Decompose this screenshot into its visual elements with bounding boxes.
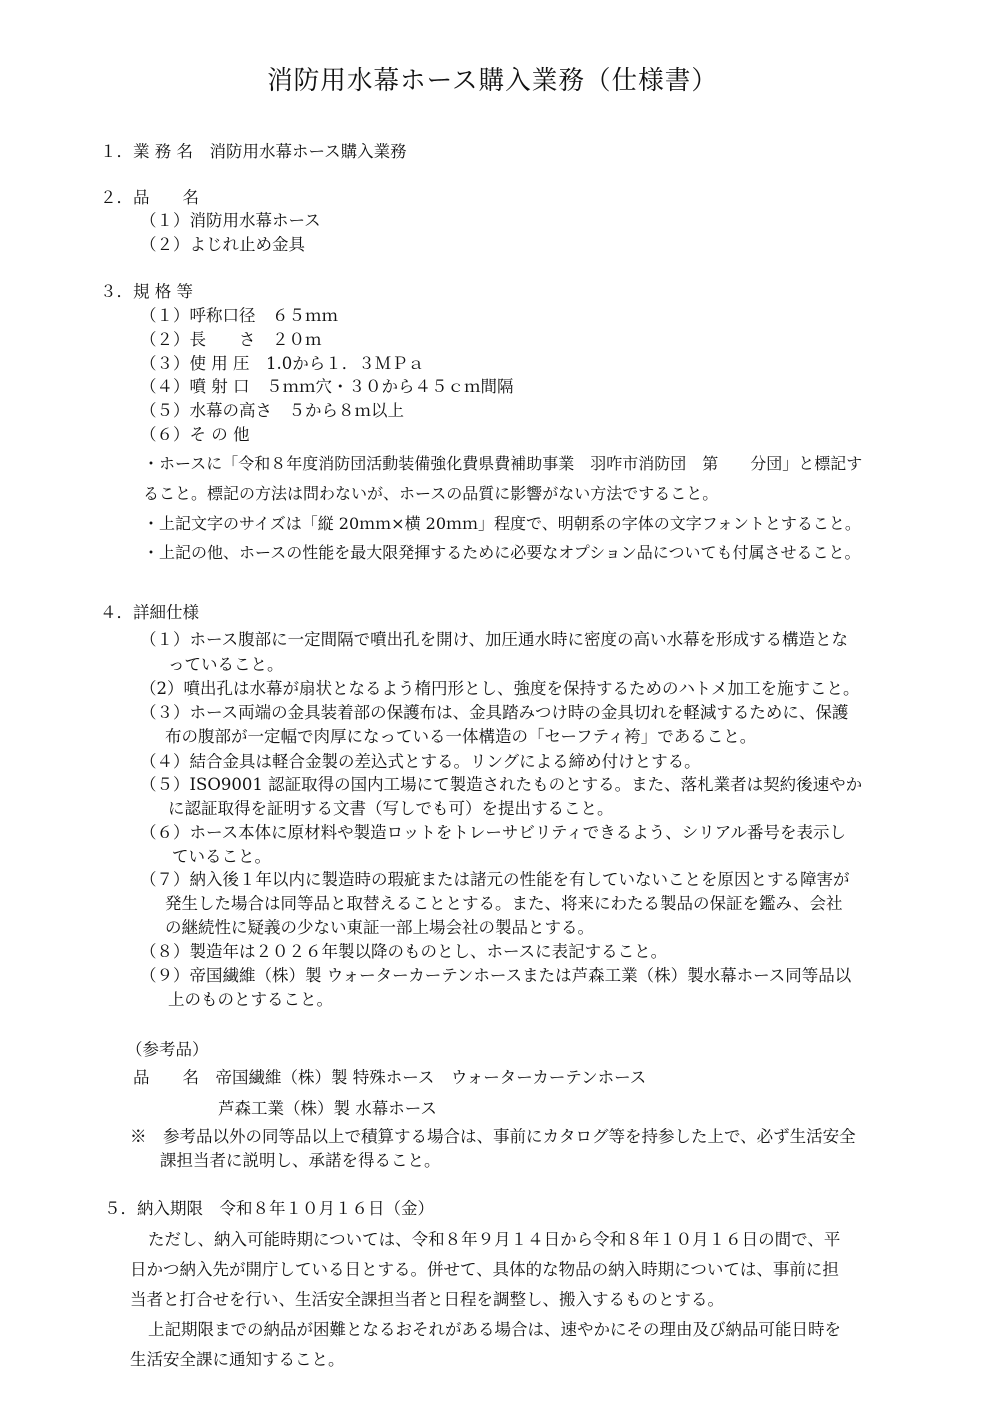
section-2-item: （１）消防用水幕ホース (140, 211, 321, 230)
section-3-item: （４）噴 射 口 ５ｍｍ穴・３０から４５ｃｍ間隔 (140, 377, 514, 396)
section-3-heading: ３．規 格 等 (100, 282, 193, 301)
document-title: 消防用水幕ホース購入業務（仕様書） (267, 66, 718, 96)
section-4-line: に認証取得を証明する文書（写しでも可）を提出すること。 (168, 799, 614, 818)
section-3-item: （５）水幕の高さ ５から８ｍ以上 (140, 401, 404, 420)
reference-line: 芦森工業（株）製 水幕ホース (218, 1099, 437, 1118)
section-4-heading: ４．詳細仕様 (100, 603, 199, 622)
section-4-line: 発生した場合は同等品と取替えることとする。また、将来にわたる製品の保証を鑑み、会社 (165, 894, 843, 913)
section-4-line: 布の腹部が一定幅で肉厚になっている一体構造の「セーフティ袴」であること。 (165, 727, 757, 746)
section-4-line: （４）結合金具は軽合金製の差込式とする。リングによる締め付けとする。 (140, 752, 701, 771)
section-4-line: （１）ホース腹部に一定間隔で噴出孔を開け、加圧通水時に密度の高い水幕を形成する構造とな (140, 630, 849, 649)
section-3-bullet: ・ホースに「令和８年度消防団活動装備強化費県費補助事業 羽咋市消防団 第 分団」と標記す (143, 454, 863, 473)
section-5-line: 当者と打合せを行い、生活安全課担当者と日程を調整し、搬入するものとする。 (130, 1290, 724, 1309)
section-4-line: 上のものとすること。 (168, 990, 333, 1009)
reference-line: 品 名 帝国繊維（株）製 特殊ホース ウォーターカーテンホース (133, 1068, 647, 1087)
section-4-line: の継続性に疑義の少ない東証一部上場会社の製品とする。 (165, 918, 594, 937)
section-4-line: （３）ホース両端の金具装着部の保護布は、金具踏みつけ時の金具切れを軽減するために、保護 (140, 703, 849, 722)
section-5-line: ただし、納入可能時期については、令和８年９月１４日から令和８年１０月１６日の間で、平 (148, 1230, 841, 1249)
section-4-line: （７）納入後１年以内に製造時の瑕疵または諸元の性能を有していないことを原因とする障害が (140, 870, 850, 889)
section-4-line: っていること。 (168, 655, 284, 674)
section-3-item: （２）長 さ ２０ｍ (140, 330, 322, 349)
reference-note: ※ 参考品以外の同等品以上で積算する場合は、事前にカタログ等を持参した上で、必ず生活安全 (130, 1127, 856, 1146)
reference-note: 課担当者に説明し、承諾を得ること。 (160, 1151, 441, 1170)
section-3-bullet: ・上記文字のサイズは「縦 20ｍｍ×横 20ｍｍ」程度で、明朝系の字体の文字フォントとすること。 (143, 514, 861, 533)
section-3-bullet: ・上記の他、ホースの性能を最大限発揮するために必要なオプション品についても付属させること。 (143, 543, 861, 562)
section-4-line: （５）ISO9001 認証取得の国内工場にて製造されたものとする。また、落札業者は契約後速やか (140, 775, 863, 794)
section-5-line: 日かつ納入先が開庁している日とする。併せて、具体的な物品の納入時期については、事前に担 (130, 1260, 839, 1279)
section-5-heading: ５．納入期限 令和８年１０月１６日（金） (104, 1199, 434, 1218)
section-2-item: （２）よじれ止め金具 (140, 235, 305, 254)
section-4-line: （2）噴出孔は水幕が扇状となるよう楕円形とし、強度を保持するためのハトメ加工を施すこと。 (140, 679, 860, 698)
section-4-line: （８）製造年は２０２６年製以降のものとし、ホースに表記すること。 (140, 942, 668, 961)
section-5-line: 上記期限までの納品が困難となるおそれがある場合は、速やかにその理由及び納品可能日時を (148, 1320, 841, 1339)
section-2-heading: ２．品 名 (100, 188, 199, 207)
section-4-line: （９）帝国繊維（株）製 ウォーターカーテンホースまたは芦森工業（株）製水幕ホース同等品以 (140, 966, 852, 985)
reference-heading: （参考品） (126, 1040, 209, 1059)
section-3-item: （１）呼称口径 ６５ｍｍ (140, 306, 338, 325)
section-5-line: 生活安全課に通知すること。 (130, 1350, 345, 1369)
section-4-line: （６）ホース本体に原材料や製造ロットをトレーサビリティできるよう、シリアル番号を表示し (140, 823, 847, 842)
section-4-line: ていること。 (172, 847, 271, 866)
section-3-item: （３）使 用 圧 1.0から１．３ＭＰａ (140, 354, 425, 373)
section-3-item: （６）そ の 他 (140, 425, 250, 444)
section-3-bullet: ること。標記の方法は問わないが、ホースの品質に影響がない方法ですること。 (143, 484, 719, 503)
section-1-heading: １．業 務 名 消防用水幕ホース購入業務 (100, 142, 407, 161)
